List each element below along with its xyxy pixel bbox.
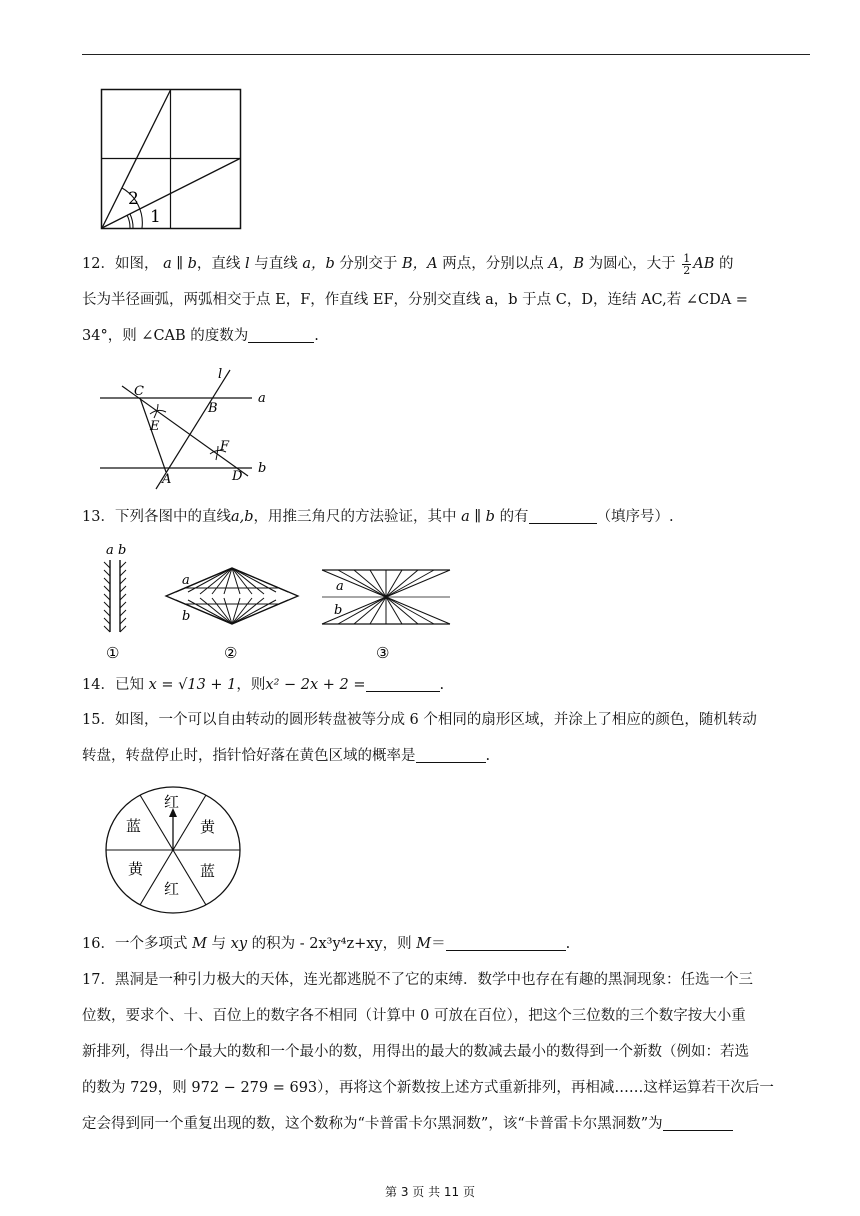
fig13-number-3: ③ [376,644,390,662]
answer-blank-16[interactable] [446,934,566,951]
text: . [314,328,319,344]
text: 两点，分别以点 [442,256,544,272]
text: . [439,677,445,693]
question-12-line3: 34°，则 ∠CAB 的度数为 [82,328,249,344]
math: x = √13 + 1 [148,677,237,693]
text: 转盘，转盘停止时，指针恰好落在黄色区域的概率是 [82,748,416,764]
line-label-l: l [218,367,223,382]
fig13-label-a2: a [182,573,190,588]
math: AB [693,256,715,272]
math: l [245,256,250,272]
text: 为圆心，大于 [588,256,676,272]
question-17-line4: 的数为 729，则 972 − 279 = 693），再将这个新数按上述方式重新排列，再相减……这样运算若干次后一 [82,1080,774,1096]
text: 的 [719,256,734,272]
fig13-number-1: ① [106,644,120,662]
math: B，A [402,256,438,272]
figure-12-parallel-lines [100,366,280,490]
math: a ∥ b [461,509,495,525]
question-14 [82,667,810,703]
math: xy [230,936,248,952]
text: 已知 [114,677,144,693]
fig13-label-b2: b [182,609,191,624]
answer-blank-14[interactable] [366,675,440,692]
spinner-figure [104,784,244,918]
question-12 [82,246,810,354]
question-number: 13． [82,509,115,525]
sector-lower-left: 黄 [128,860,144,878]
sector-top: 红 [164,793,180,811]
text: 如图，一个可以自由转动的圆形转盘被等分成 6 个相同的扇形区域，并涂上了相应的颜色，随机转动 [114,712,757,728]
text: 的积为 - 2x³y⁴z+xy，则 [251,936,412,952]
sector-bottom: 红 [164,880,180,898]
figure-13-illusions [100,540,460,666]
point-label-D: D [232,469,243,484]
text: . [565,936,571,952]
math: a，b [302,256,335,272]
text: ＝ [431,936,446,952]
figure-11-grid [100,88,242,230]
text: 如图， [114,256,159,272]
text: 黑洞是一种引力极大的天体，连光都逃脱不了它的束缚．数学中也存在有趣的黑洞现象：任选一个三 [114,972,753,988]
angle-label-2: 2 [128,189,139,209]
line-label-b: b [258,461,267,476]
text: 下列各图中的直线 [114,509,231,525]
text: 与直线 [254,256,298,272]
point-label-B: B [208,401,218,416]
text: ，直线 [196,256,241,272]
math: a ∥ b [163,256,197,272]
sector-upper-left: 蓝 [126,817,142,835]
question-15 [82,702,810,774]
text: 与 [211,936,227,952]
math: M [192,936,207,952]
point-label-C: C [134,384,144,399]
page-footer: 第 3 页 共 11 页 [385,1185,475,1199]
question-17-line2: 位数，要求个、十、百位上的数字各不相同（计算中 0 可放在百位），把这个三位数的三个数字按大小重 [82,1008,746,1024]
text: 一个多项式 [114,936,188,952]
angle-label-1: 1 [150,207,161,227]
text: （填序号）. [596,509,674,525]
question-12-line2: 长为半径画弧，两弧相交于点 E，F，作直线 EF，分别交直线 a，b 于点 C，D，连结 AC,若 ∠CDA = [82,292,748,308]
point-label-A: A [162,472,172,487]
math: a,b [230,509,254,525]
fig13-label-a1: a [106,543,114,558]
answer-blank-17[interactable] [663,1114,733,1131]
line-label-a: a [258,391,266,406]
question-17-line3: 新排列，得出一个最大的数和一个最小的数，用得出的最大的数减去最小的数得到一个新数（例如：若选 [82,1044,749,1060]
math: A，B [548,256,585,272]
answer-blank-13[interactable] [529,507,597,524]
question-13 [82,499,810,535]
text: ，则 [236,677,266,693]
text: ，用推三角尺的方法验证，其中 [253,509,457,525]
text: 分别交于 [339,256,398,272]
text: 定会得到同一个重复出现的数，这个数称为“卡普雷卡尔黑洞数”，该“卡普雷卡尔黑洞数”为 [82,1116,663,1132]
point-label-F: F [220,439,230,454]
fig13-number-2: ② [224,644,238,662]
answer-blank-12[interactable] [248,326,314,343]
numerator: 1 [683,251,691,265]
question-16 [82,926,810,962]
fig13-label-a3: a [336,579,344,594]
math: x² − 2x + 2 = [265,677,366,693]
header-rule [82,54,810,55]
question-17 [82,962,810,1142]
answer-blank-15[interactable] [416,746,486,763]
question-number: 16． [82,936,115,952]
fig13-label-b1: b [118,543,127,558]
math: M [416,936,432,952]
fig13-label-b3: b [334,603,343,618]
text: . [485,748,491,764]
question-number: 17． [82,972,115,988]
denominator: 2 [683,263,691,277]
question-number: 14． [82,677,115,693]
sector-lower-right: 蓝 [200,862,216,880]
sector-upper-right: 黄 [200,818,216,836]
fraction-half [682,253,691,276]
point-label-E: E [150,419,160,434]
question-number: 15． [82,712,115,728]
question-number: 12． [82,256,115,272]
text: 的有 [499,509,529,525]
